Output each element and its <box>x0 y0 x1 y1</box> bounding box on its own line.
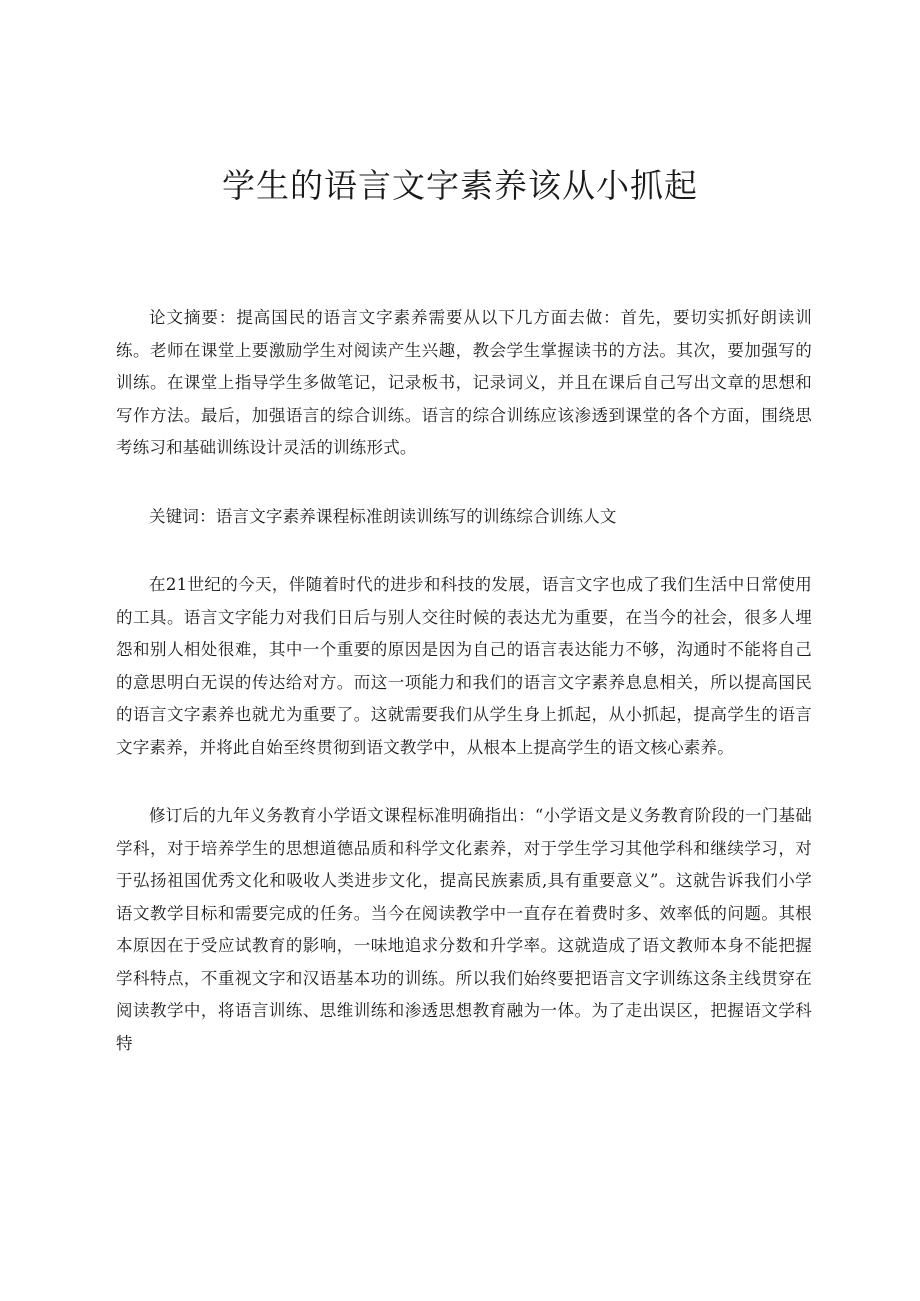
document-title: 学生的语言文字素养该从小抓起 <box>222 166 698 205</box>
keywords-paragraph: 关键词：语言文字素养课程标准朗读训练写的训练综合训练人文 <box>149 506 617 526</box>
abstract-paragraph: 论文摘要：提高国民的语言文字素养需要从以下几方面去做：首先，要切实抓好朗读训练。老师在课堂上要激励学生对阅读产生兴趣，教会学生掌握读书的方法。其次，要加强写的训练。在课堂上指导学生多做笔记，记录板书，记录词义，并且在课后自己写出文章的思想和写作方法。最后，加强语言的综合训练。语言的综合训练应该渗透到课堂的各个方面，围绕思考练习和基础训练设计灵活的训练形式。 <box>116 308 812 457</box>
document-body <box>116 302 812 1060</box>
body-paragraph-1: 在21世纪的今天，伴随着时代的进步和科技的发展，语言文字也成了我们生活中日常使用的工具。语言文字能力对我们日后与别人交往时候的表达尤为重要，在当今的社会，很多人埋怨和别人相处很难，其中一个重要的原因是因为自己的语言表达能力不够，沟通时不能将自己的意思明白无误的传达给对方。而这一项能力和我们的语言文字素养息息相关，所以提高国民的语言文字素养也就尤为重要了。这就需要我们从学生身上抓起，从小抓起，提高学生的语言文字素养，并将此自始至终贯彻到语文教学中，从根本上提高学生的语文核心素养。 <box>116 575 812 757</box>
body-paragraph-2: 修订后的九年义务教育小学语文课程标准明确指出：“小学语文是义务教育阶段的一门基础学科，对于培养学生的思想道德品质和科学文化素养，对于学生学习其他学科和继续学习，对于弘扬祖国优秀文化和吸收人类进步文化，提高民族素质,具有重要意义”。这就告诉我们小学语文教学目标和需要完成的任务。当今在阅读教学中一直存在着费时多、效率低的问题。其根本原因在于受应试教育的影响，一味地追求分数和升学率。这就造成了语文教师本身不能把握学科特点，不重视文字和汉语基本功的训练。所以我们始终要把语言文字训练这条主线贯穿在阅读教学中，将语言训练、思维训练和渗透思想教育融为一体。为了走出误区，把握语文学科特 <box>116 806 812 1053</box>
